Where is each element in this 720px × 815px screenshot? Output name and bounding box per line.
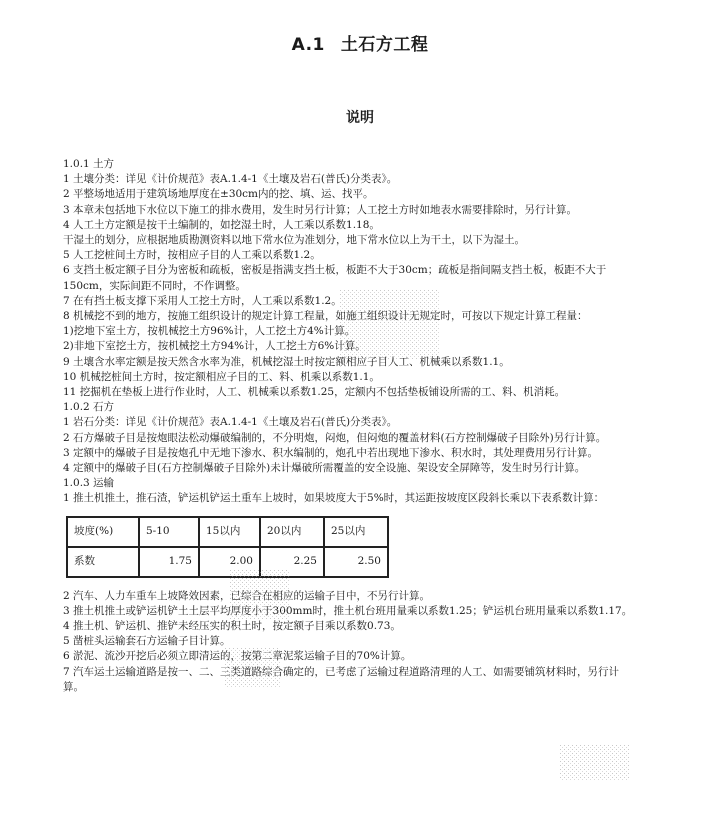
earth-item: 2 平整场地适用于建筑场地厚度在±30cm内的挖、填、运、找平。 — [63, 188, 374, 201]
earth-item: 1)挖地下室土方，按机械挖土方96%计，人工挖土方4%计算。 — [63, 325, 356, 338]
earth-item: 6 支挡土板定额子目分为密板和疏板，密板是指满支挡土板，板距不大于30cm；疏板是指间隔支挡土板，板距不大于150cm，实际间距不同时，不作调整。 — [63, 264, 607, 292]
transport-item: 4 推土机、铲运机、推铲未经压实的积土时，按定额子目乘以系数0.73。 — [63, 620, 401, 633]
rock-heading: 1.0.2 石方 — [63, 401, 115, 414]
transport-item: 7 汽车运土运输道路是按一、二、三类道路综合确定的，已考虑了运输过程道路清理的人工、如需要铺筑材料时，另行计算。 — [63, 665, 620, 693]
table-cell-coef: 1.75 — [139, 547, 199, 577]
table-cell-coef: 2.50 — [324, 547, 388, 577]
transport-item: 6 淤泥、流沙开挖后必须立即清运的，按第二章泥浆运输子目的70%计算。 — [63, 650, 412, 663]
table-cell-coef-header: 系数 — [67, 547, 139, 577]
earth-item: 2)非地下室挖土方，按机械挖土方94%计，人工挖土方6%计算。 — [63, 340, 366, 353]
transport-item: 5 凿桩头运输套石方运输子目计算。 — [63, 635, 231, 648]
earth-item: 11 挖掘机在垫板上进行作业时，人工、机械乘以系数1.25，定额内不包括垫板铺设所需的工、料、机消耗。 — [63, 386, 566, 399]
section-name: 土石方工程 — [340, 35, 429, 55]
table-cell-range: 25以内 — [324, 517, 388, 547]
table-row-slope — [67, 517, 388, 547]
rock-item: 4 定额中的爆破子目(石方控制爆破子目除外)未计爆破所需覆盖的安全设施、架设安全屏障等，发生时另行计算。 — [63, 462, 586, 475]
explanation-heading: 说明 — [346, 110, 374, 126]
table-cell-coef: 2.00 — [199, 547, 260, 577]
transport-item: 2 汽车、人力车重车上坡降效因素，已综合在相应的运输子目中，不另行计算。 — [63, 589, 431, 602]
earth-item: 9 土壤含水率定额是按天然含水率为准，机械挖湿土时按定额相应子目人工、机械乘以系数1.1。 — [63, 355, 510, 368]
section-number: A.1 — [291, 35, 325, 55]
section-title — [0, 30, 720, 55]
table-cell-slope-header: 坡度(%) — [67, 517, 139, 547]
slope-coefficient-table — [66, 516, 389, 578]
table-cell-range: 15以内 — [199, 517, 260, 547]
document-body — [63, 157, 635, 695]
transport-intro: 1 推土机推土，推石渣，铲运机铲运土重车上坡时，如果坡度大于5%时，其运距按坡度区段斜长乘以下表系数计算： — [63, 492, 605, 505]
earth-item: 3 本章未包括地下水位以下施工的排水费用，发生时另行计算；人工挖土方时如地表水需要排除时，另行计算。 — [63, 203, 578, 216]
transport-heading: 1.0.3 运输 — [63, 477, 115, 490]
table-cell-range: 20以内 — [260, 517, 324, 547]
table-row-coefficient — [67, 547, 388, 577]
earth-item: 5 人工挖桩间土方时，按相应子目的人工乘以系数1.2。 — [63, 249, 321, 262]
earth-item: 7 在有挡土板支撑下采用人工挖土方时，人工乘以系数1.2。 — [63, 294, 342, 307]
rock-item: 3 定额中的爆破子目是按炮孔中无地下渗水、积水编制的，炮孔中若出现地下渗水、积水时，其处理费用另行计算。 — [63, 446, 599, 459]
earth-item: 8 机械挖不到的地方，按施工组织设计的规定计算工程量，如施工组织设计无规定时，可按以下规定计算工程量： — [63, 310, 588, 323]
earth-heading: 1.0.1 土方 — [63, 158, 115, 170]
earth-item: 10 机械挖桩间土方时，按定额相应子目的工、料、机乘以系数1.1。 — [63, 370, 380, 383]
earth-item: 4 人工土方定额是按干土编制的，如挖湿土时，人工乘以系数1.18。 — [63, 218, 380, 231]
rock-item: 1 岩石分类：详见《计价规范》表A.1.4-1《土壤及岩石(普氏)分类表》。 — [63, 416, 398, 429]
table-cell-range: 5-10 — [139, 517, 199, 547]
earth-item: 1 土壤分类：详见《计价规范》表A.1.4-1《土壤及岩石(普氏)分类表》。 — [63, 173, 398, 186]
transport-item: 3 推土机推土或铲运机铲土土层平均厚度小于300mm时，推土机台班用量乘以系数1.25；铲运机台班用量乘以系数1.17。 — [63, 604, 633, 617]
rock-item: 2 石方爆破子目是按炮眼法松动爆破编制的，不分明炮，闷炮，但闷炮的覆盖材料(石方控制爆破子目除外)另行计算。 — [63, 431, 607, 444]
table-cell-coef: 2.25 — [260, 547, 324, 577]
earth-item: 干湿土的划分，应根据地质勘测资料以地下常水位为准划分，地下常水位以上为干土，以下为湿土。 — [63, 234, 525, 247]
scan-noise — [560, 745, 630, 780]
